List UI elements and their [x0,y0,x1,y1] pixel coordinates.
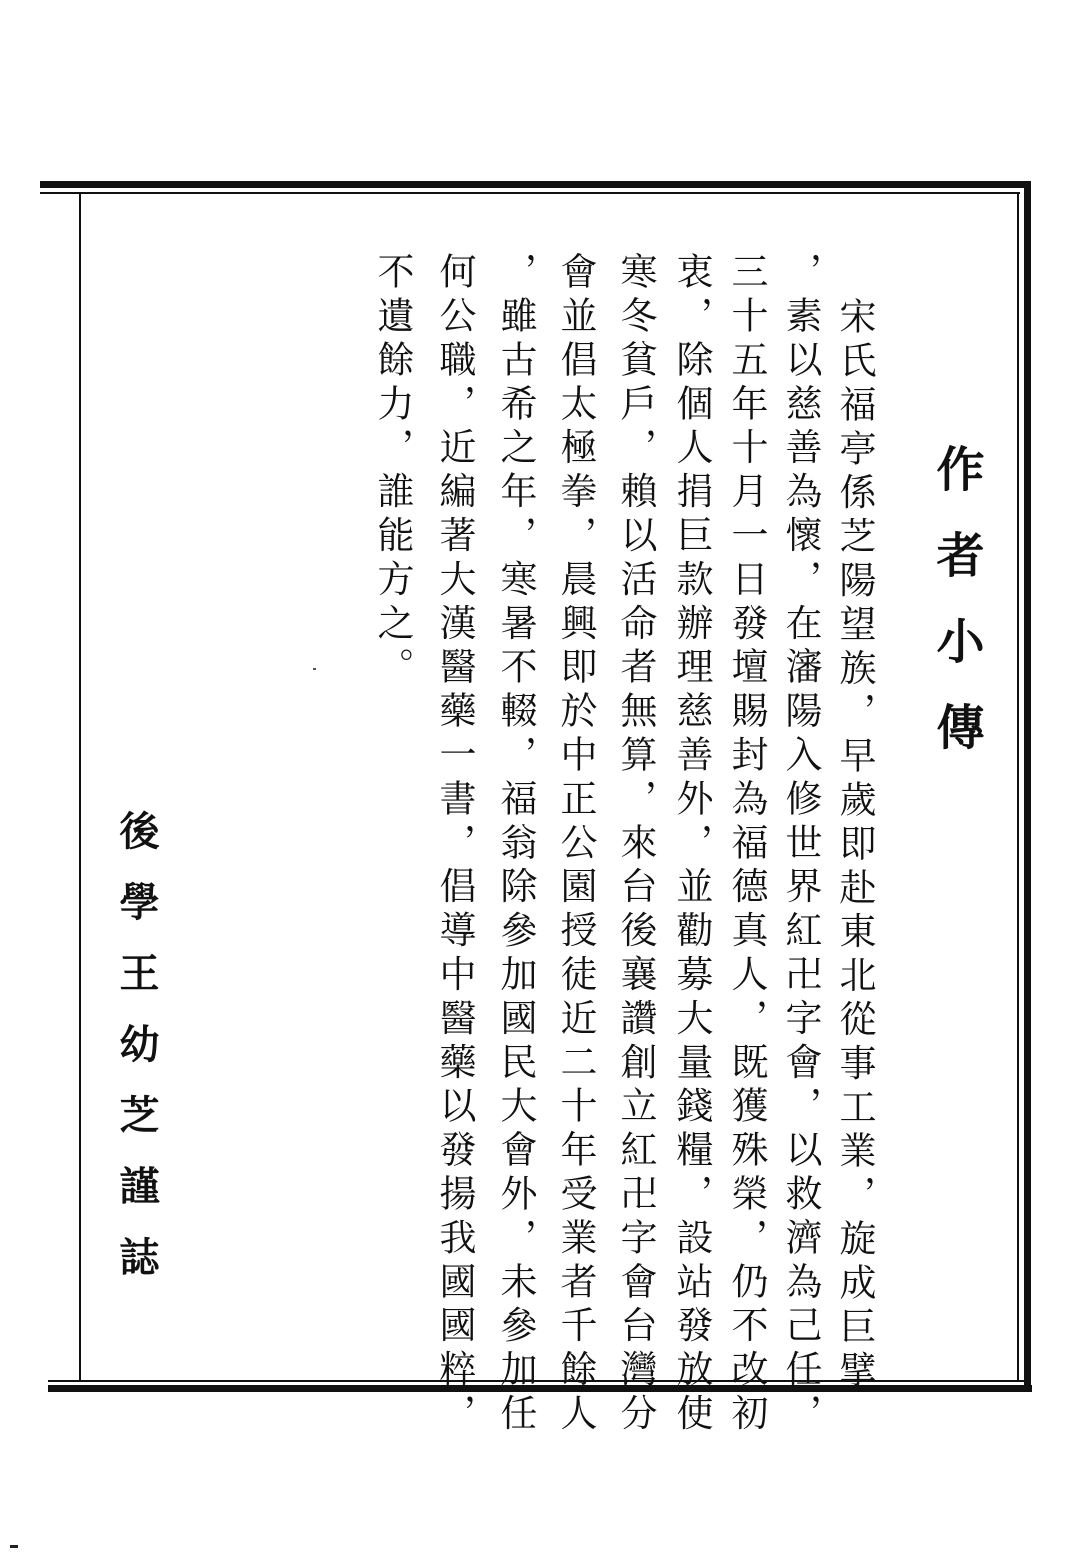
paragraph-line-3: 三十五年十月一日發壇賜封為福德真人，既獲殊榮，仍不改初 [725,252,768,1438]
frame-bottom-thin-rule [48,1380,1028,1382]
frame-bottom-thick-rule [48,1385,1032,1392]
frame-right-thick-rule [1024,181,1031,1392]
paragraph-line-6: 會並倡太極拳，晨興即於中正公園授徒近二十年受業者千餘人 [554,252,597,1438]
author-signature: 後學王幼芝謹誌 [113,810,160,1307]
paragraph-line-8: 何公職，近編著大漢醫藥一書，倡導中醫藥以發揚我國國粹， [433,252,476,1438]
frame-left-rule [79,194,81,1382]
stray-mark [313,668,316,670]
paragraph-line-2: ，素以慈善為懷，在瀋陽入修世界紅卍字會，以救濟為己任， [779,252,822,1438]
paragraph-line-4: 衷，除個人捐巨款辦理慈善外，並勸募大量錢糧，設站發放使 [670,252,713,1438]
page-title: 作者小傳 [928,444,984,788]
corner-mark [10,1545,18,1548]
paragraph-line-1: 宋氏福亭係芝陽望族，早歲即赴東北從事工業，旋成巨擘 [833,297,876,1395]
paragraph-line-5: 寒冬貧戶，賴以活命者無算，來台後襄讚創立紅卍字會台灣分 [614,252,657,1438]
frame-top-thin-rule [40,192,1020,194]
frame-right-thin-rule [1017,192,1019,1382]
paragraph-line-9: 不遺餘力，誰能方之。 [371,252,414,691]
paragraph-line-7: ，雖古希之年，寒暑不輟，福翁除參加國民大會外，未參加任 [494,252,537,1438]
frame-top-thick-rule [40,181,1030,188]
